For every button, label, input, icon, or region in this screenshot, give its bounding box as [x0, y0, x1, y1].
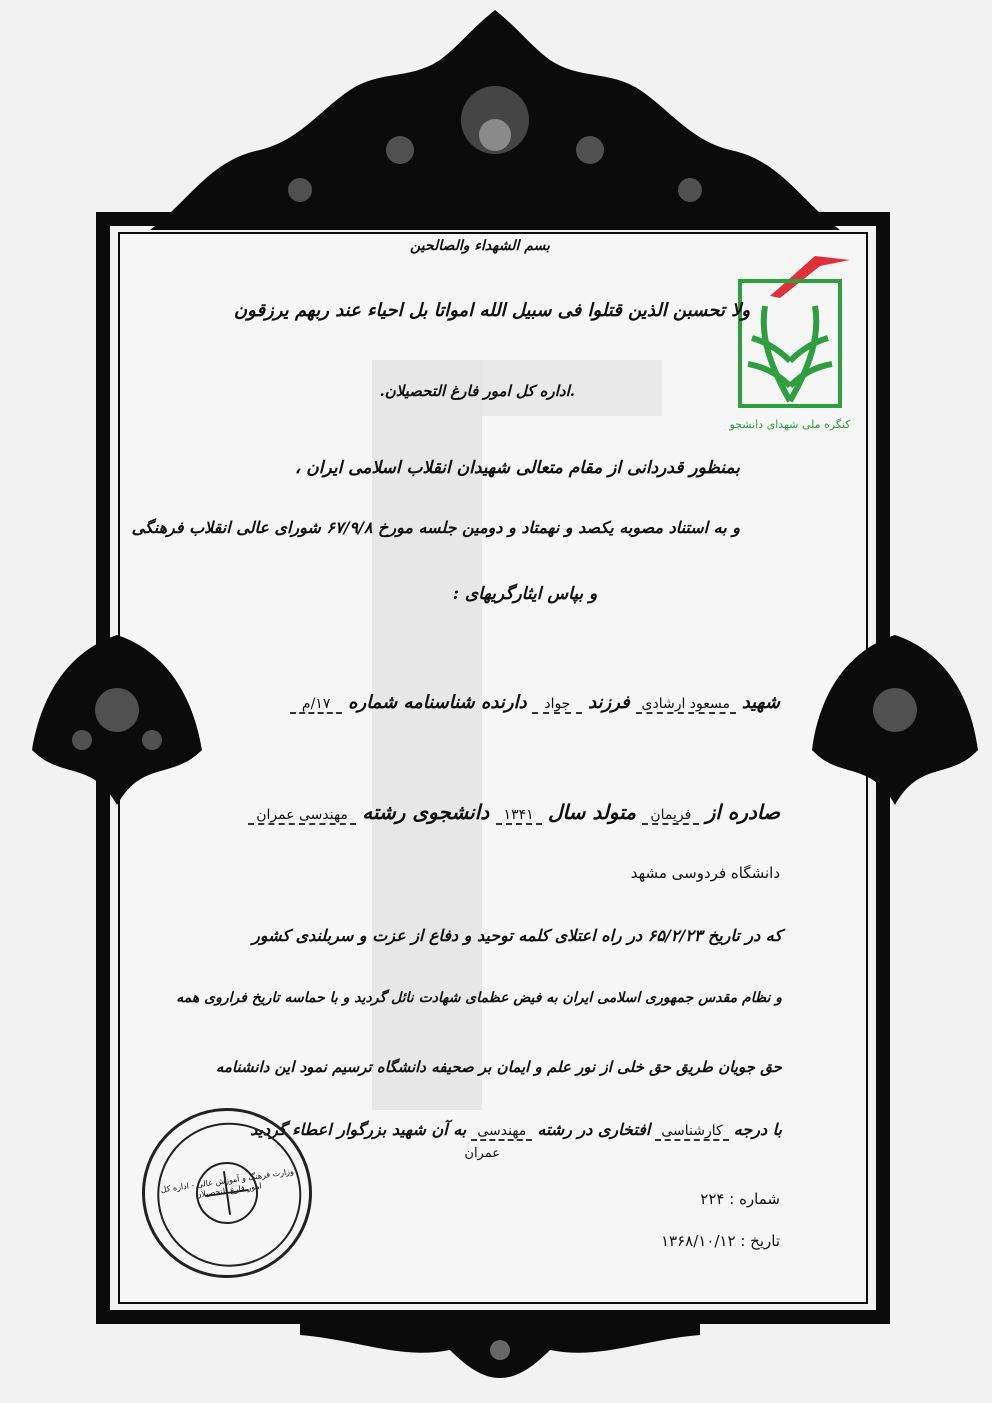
- degree-label: با درجه: [733, 1120, 782, 1139]
- martyr-info-row: [240, 692, 780, 714]
- martyr-name: مسعود ارشادی: [636, 696, 737, 714]
- certificate-number: [620, 1190, 780, 1208]
- date-label: تاریخ :: [740, 1232, 780, 1250]
- father-name: جواد: [532, 696, 582, 714]
- issued-place: فریمان: [642, 807, 699, 825]
- preamble-line-3: و بپاس ایثارگریهای :: [452, 584, 598, 604]
- martyrdom-line-3: حق جویان طریق حق خلی از نور علم و ایمان بر صحیفه دانشگاه ترسیم نمود این دانشنامه: [215, 1058, 782, 1076]
- birth-year: ۱۳۴۱: [496, 807, 542, 825]
- logo-emblem-icon: [720, 246, 860, 416]
- born-label: متولد سال: [547, 800, 637, 824]
- id-label: دارنده شناسنامه شماره: [348, 692, 527, 713]
- degree-field-2: عمران: [464, 1146, 500, 1161]
- martyrdom-line-1: که در تاریخ ۶۵/۲/۲۳ در راه اعتلای کلمه توحید و دفاع از عزت و سربلندی کشور: [252, 926, 782, 945]
- university-name: دانشگاه فردوسی مشهد: [630, 864, 780, 882]
- honorary-label: افتخاری در رشته: [537, 1120, 651, 1139]
- id-number: ۱۷/م: [290, 696, 342, 714]
- field-of-study: مهندسی عمران: [248, 807, 356, 825]
- shahid-label: شهید: [741, 692, 780, 713]
- right-side-ornament: [810, 630, 980, 810]
- date-value: ۱۳۶۸/۱۰/۱۲: [660, 1232, 736, 1250]
- logo-caption: کنگره ملی شهدای دانشجو: [729, 418, 851, 431]
- martyrdom-line-2: و نظام مقدس جمهوری اسلامی ایران به فیض عظمای شهادت نائل گردید و با حماسه تاریخ فراروی همه: [176, 990, 782, 1006]
- farzand-label: فرزند: [588, 692, 630, 713]
- certificate-date: [560, 1232, 780, 1250]
- closing-text: به آن شهید بزرگوار اعطاء گردید: [250, 1120, 467, 1139]
- number-label: شماره :: [729, 1190, 780, 1208]
- preamble-line-2: و به استناد مصوبه یکصد و نهمتاد و دومین جلسه مورخ ۶۷/۹/۸ شورای عالی انقلاب فرهنگی: [131, 518, 740, 537]
- top-ornament: [150, 0, 840, 230]
- quran-verse: ولا تحسبن الذین قتلوا فی سبیل الله امواتا بل احیاء عند ربهم یرزقون: [233, 300, 751, 321]
- bottom-ornament: [300, 1290, 700, 1380]
- basmala: بسم الشهداء والصالحین: [410, 238, 550, 254]
- preamble-line-1: بمنظور قدردانی از مقام متعالی شهیدان انقلاب اسلامی ایران ،: [294, 458, 740, 478]
- degree-value: کارشناسی: [655, 1123, 728, 1141]
- left-side-ornament: [22, 630, 212, 810]
- issued-label: صادره از: [705, 800, 780, 824]
- student-label: دانشجوی رشته: [362, 800, 490, 824]
- office-title: .اداره کل امور فارغ التحصیلان.: [379, 382, 575, 400]
- seal-text: وزارت فرهنگ و آموزش عالی - اداره کل امور فارغ التحصیلان: [159, 1166, 295, 1200]
- degree-field: مهندسی: [471, 1123, 532, 1141]
- congress-logo: [720, 246, 860, 436]
- birth-field-row: [200, 800, 780, 825]
- number-value: ۲۲۴: [700, 1190, 725, 1208]
